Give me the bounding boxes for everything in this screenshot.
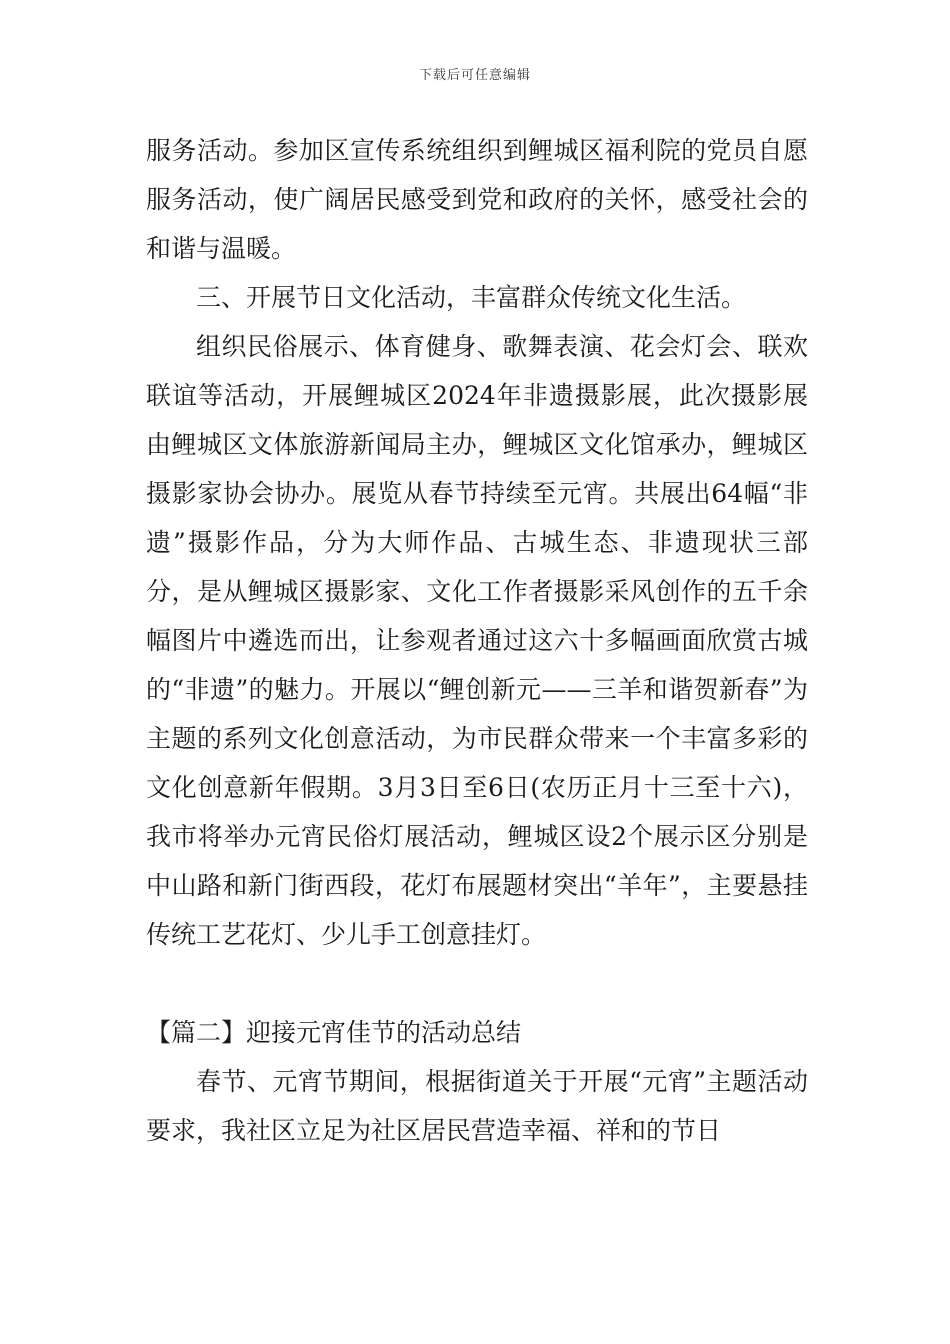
paragraph-3: 组织民俗展示、体育健身、歌舞表演、花会灯会、联欢联谊等活动，开展鲤城区2024年非遗摄影展，此次摄影展由鲤城区文体旅游新闻局主办，鲤城区文化馆承办，鲤城区摄影家协会协办。展览从春节持续至元宵。共展出64幅“非遗”摄影作品，分为大师作品、古城生态、非遗现状三部分，是从鲤城区摄影家、文化工作者摄影采风创作的五千余幅图片中遴选而出，让参观者通过这六十多幅画面欣赏古城的“非遗”的魅力。开展以“鲤创新元——三羊和谐贺新春”为主题的系列文化创意活动，为市民群众带来一个丰富多彩的文化创意新年假期。3月3日至6日(农历正月十三至十六)，我市将举办元宵民俗灯展活动，鲤城区设2个展示区分别是中山路和新门街西段，花灯布展题材突出“羊年”，主要悬挂传统工艺花灯、少儿手工创意挂灯。: [146, 332, 808, 949]
paragraph-1: 服务活动。参加区宣传系统组织到鲤城区福利院的党员自愿服务活动，使广阔居民感受到党和政府的关怀，感受社会的和谐与温暖。: [146, 136, 808, 263]
page-header: 下载后可任意编辑: [418, 68, 531, 83]
section-title: 【篇二】迎接元宵佳节的活动总结: [146, 1018, 522, 1047]
document-body: [146, 126, 808, 1155]
section-gap: [146, 959, 808, 1008]
paragraph-4: 春节、元宵节期间，根据街道关于开展“元宵”主题活动要求，我社区立足为社区居民营造幸福、祥和的节日: [146, 1067, 808, 1145]
paragraph-2-heading: 三、开展节日文化活动，丰富群众传统文化生活。: [196, 283, 747, 312]
